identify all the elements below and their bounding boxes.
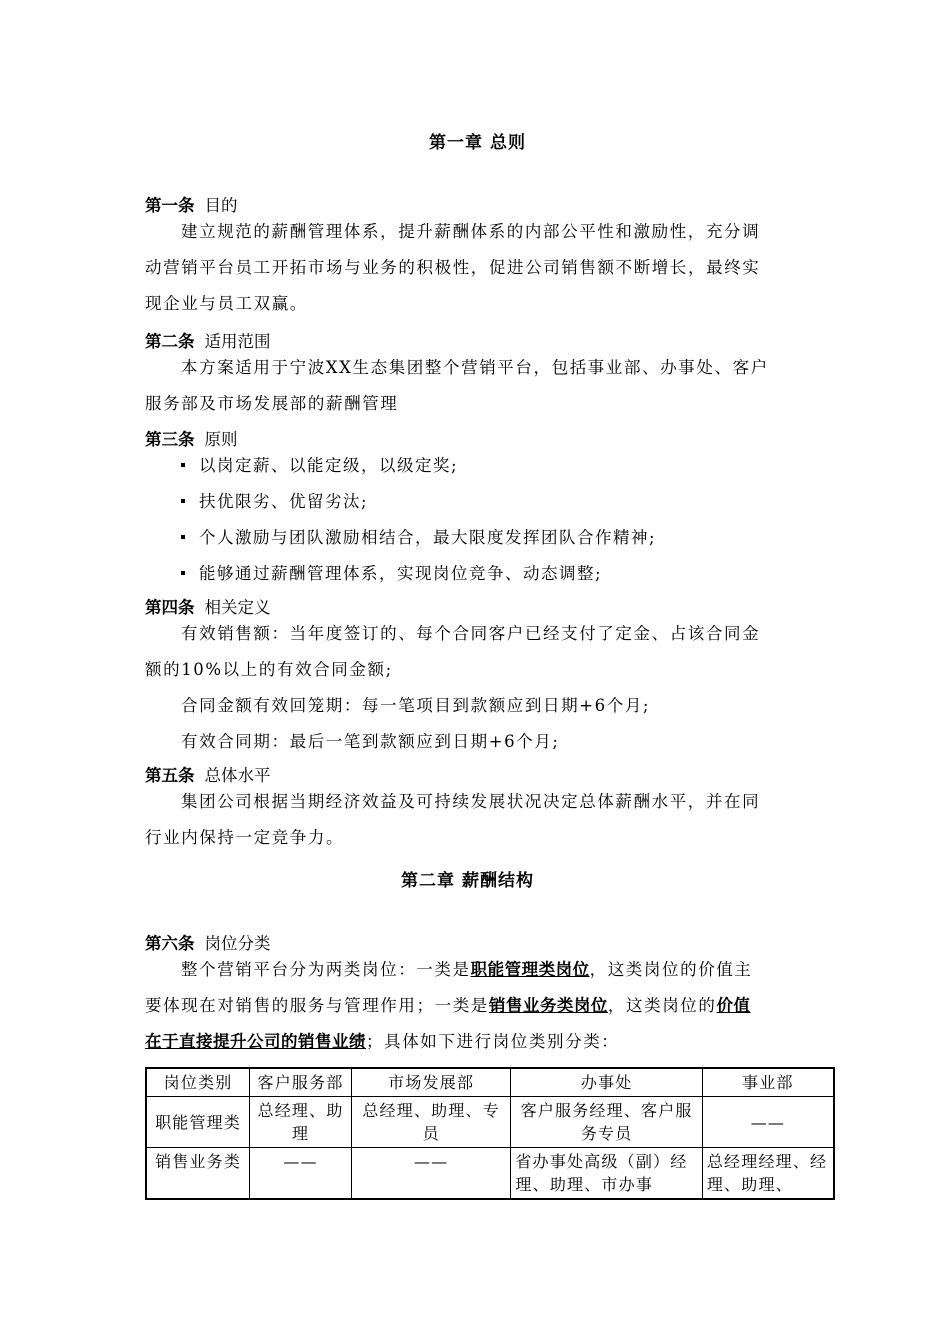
principle-item: 能够通过薪酬管理体系，实现岗位竞争、动态调整;	[181, 564, 602, 584]
table-cell: 总经理、助理、专员	[351, 1097, 511, 1148]
principle-item: 以岗定薪、以能定级，以级定奖;	[181, 456, 458, 476]
table-cell: ——	[702, 1097, 834, 1148]
article-6-line-3: 在于直接提升公司的销售业绩；具体如下进行岗位类别分类：	[145, 1032, 620, 1051]
article-6-title: 岗位分类	[204, 934, 271, 953]
article-1-title: 目的	[204, 196, 238, 215]
article-2-heading	[145, 332, 271, 352]
table-cell: 总经理经理、经理、助理、	[702, 1148, 834, 1200]
article-6-line-1: 整个营销平台分为两类岗位：一类是职能管理类岗位，这类岗位的价值主	[181, 960, 753, 979]
article-1-number: 第一条	[145, 196, 195, 215]
bullet-icon	[181, 499, 185, 503]
table-cell: 职能管理类	[146, 1097, 250, 1148]
table-header-row	[146, 1068, 834, 1097]
article-4-number: 第四条	[145, 598, 195, 617]
sales-business-emphasis: 销售业务类岗位	[488, 996, 608, 1015]
article-2-title: 适用范围	[204, 332, 271, 351]
value-emphasis-continued: 在于直接提升公司的销售业绩	[145, 1032, 366, 1051]
article-3-number: 第三条	[145, 430, 195, 449]
article-3-heading	[145, 430, 238, 450]
article-6-number: 第六条	[145, 934, 195, 953]
table-cell: ——	[351, 1148, 511, 1200]
article-4-line-4: 有效合同期：最后一笔到款额应到日期+6个月;	[181, 732, 560, 751]
article-1-line-3: 现企业与员工双赢。	[145, 294, 308, 313]
article-1-line-2: 动营销平台员工开拓市场与业务的积极性，促进公司销售额不断增长，最终实	[145, 258, 761, 277]
chapter-2-title: 第二章 薪酬结构	[401, 871, 534, 891]
article-4-line-1: 有效销售额：当年度签订的、每个合同客户已经支付了定金、占该合同金	[181, 624, 761, 643]
article-3-title: 原则	[204, 430, 238, 449]
article-5-number: 第五条	[145, 766, 195, 785]
article-5-heading	[145, 766, 271, 786]
article-4-line-3: 合同金额有效回笼期：每一笔项目到款额应到日期+6个月;	[181, 696, 651, 715]
bullet-icon	[181, 571, 185, 575]
article-1-heading	[145, 196, 238, 216]
table-header-cell: 事业部	[702, 1068, 834, 1097]
article-5-line-1: 集团公司根据当期经济效益及可持续发展状况决定总体薪酬水平，并在同	[181, 792, 761, 811]
position-classification-table	[145, 1067, 835, 1200]
table-cell: 省办事处高级（副）经理、助理、市办事	[511, 1148, 702, 1200]
table-cell: 销售业务类	[146, 1148, 250, 1200]
table-cell: 总经理、助理	[250, 1097, 352, 1148]
article-6-heading	[145, 934, 271, 954]
table-cell: 客户服务经理、客户服务专员	[511, 1097, 702, 1148]
chapter-1-title: 第一章 总则	[429, 133, 526, 153]
table-header-cell: 办事处	[511, 1068, 702, 1097]
table-cell: ——	[250, 1148, 352, 1200]
article-4-title: 相关定义	[204, 598, 271, 617]
article-2-line-2: 服务部及市场发展部的薪酬管理	[145, 394, 399, 413]
article-4-heading	[145, 598, 271, 618]
table-header-cell: 岗位类别	[146, 1068, 250, 1097]
article-6-line-2: 要体现在对销售的服务与管理作用；一类是销售业务类岗位，这类岗位的价值	[145, 996, 751, 1015]
article-5-title: 总体水平	[204, 766, 271, 785]
table-row	[146, 1097, 834, 1148]
function-management-emphasis: 职能管理类岗位	[470, 960, 590, 979]
article-2-number: 第二条	[145, 332, 195, 351]
article-2-line-1: 本方案适用于宁波XX生态集团整个营销平台，包括事业部、办事处、客户	[181, 358, 769, 377]
article-4-line-2: 额的10%以上的有效合同金额;	[145, 660, 393, 679]
value-emphasis: 价值	[716, 996, 751, 1015]
article-1-line-1: 建立规范的薪酬管理体系，提升薪酬体系的内部公平性和激励性，充分调	[181, 222, 761, 241]
principle-item: 个人激励与团队激励相结合，最大限度发挥团队合作精神;	[181, 528, 656, 548]
bullet-icon	[181, 535, 185, 539]
table-row	[146, 1148, 834, 1200]
principle-item: 扶优限劣、优留劣汰;	[181, 492, 368, 512]
bullet-icon	[181, 463, 185, 467]
article-5-line-2: 行业内保持一定竞争力。	[145, 828, 345, 847]
table-header-cell: 客户服务部	[250, 1068, 352, 1097]
table-header-cell: 市场发展部	[351, 1068, 511, 1097]
